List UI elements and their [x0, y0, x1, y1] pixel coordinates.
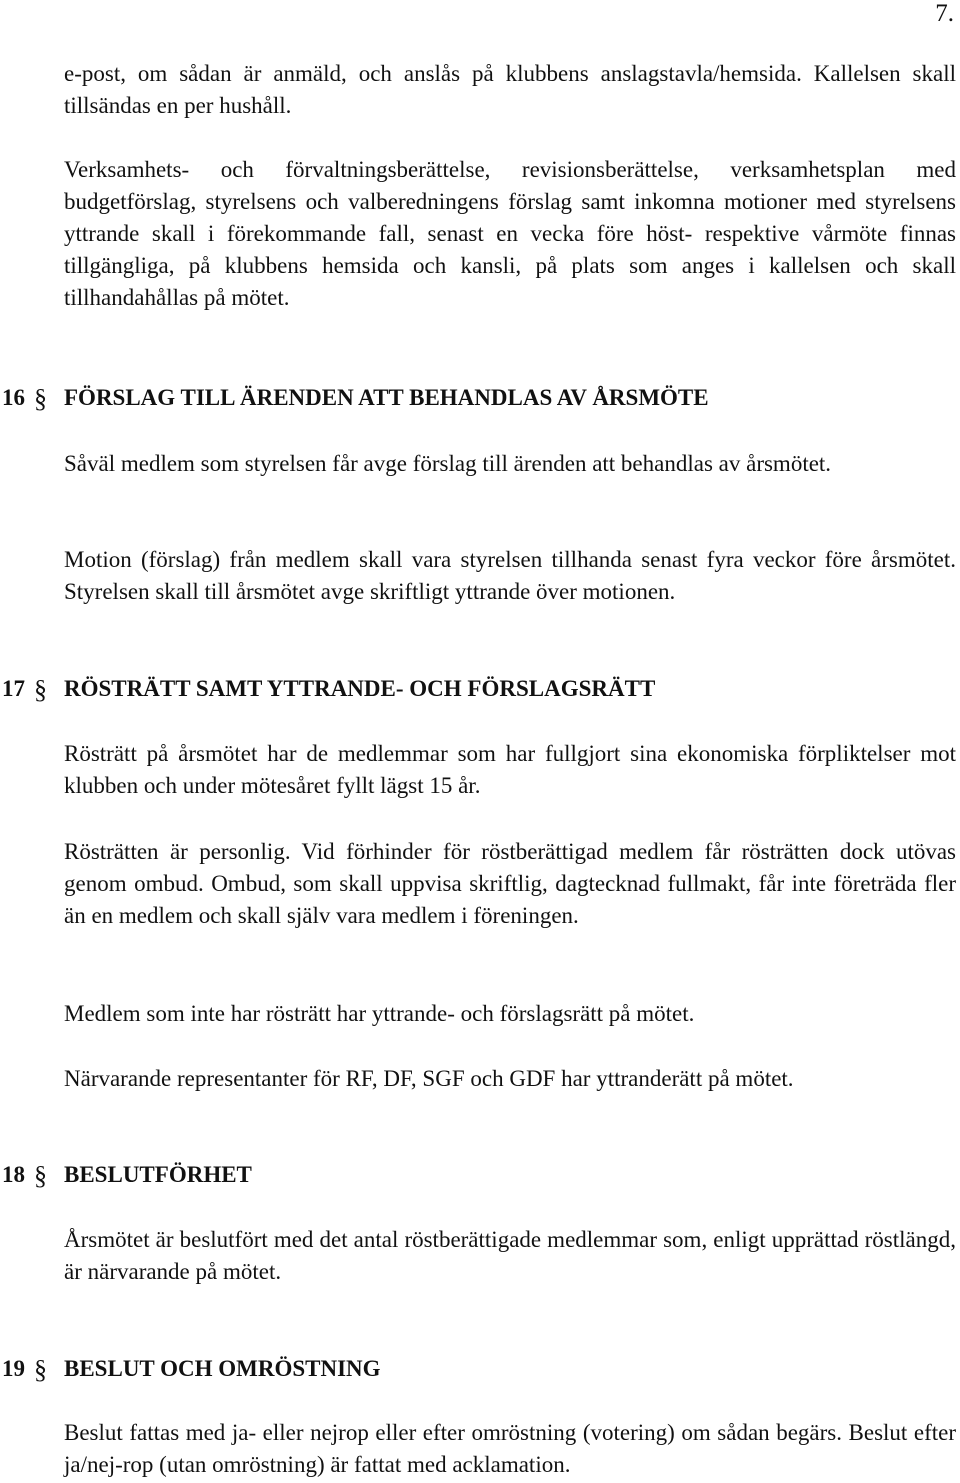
- section-title: BESLUTFÖRHET: [64, 1162, 252, 1187]
- section-16-paragraph-2: Motion (förslag) från medlem skall vara styrelsen tillhanda senast fyra veckor före årsmötet. Styrelsen skall till årsmötet avge skriftligt yttrande över motionen.: [64, 547, 956, 604]
- paragraph-sign: §: [34, 1161, 47, 1190]
- section-number: 17: [2, 676, 25, 701]
- section-17-paragraph-2: Rösträtten är personlig. Vid förhinder för röstberättigad medlem får rösträtten dock utövas genom ombud. Ombud, som skall uppvisa skriftlig, dagtecknad fullmakt, får inte företräda fler än en medlem och skall själv vara medlem i föreningen.: [64, 839, 956, 928]
- section-number: 16: [2, 385, 25, 410]
- section-17-paragraph-3: Medlem som inte har rösträtt har yttrande- och förslagsrätt på mötet.: [64, 1001, 695, 1026]
- section-18-paragraph-1: Årsmötet är beslutfört med det antal röstberättigade medlemmar som, enligt upprättad röstlängd, är närvarande på mötet.: [64, 1227, 956, 1284]
- paragraph-sign: §: [34, 675, 47, 704]
- page-number: 7.: [935, 0, 954, 27]
- section-17-paragraph-4: Närvarande representanter för RF, DF, SGF och GDF har yttranderätt på mötet.: [64, 1066, 794, 1091]
- section-number: 18: [2, 1162, 25, 1187]
- section-title: BESLUT OCH OMRÖSTNING: [64, 1356, 381, 1381]
- section-title: FÖRSLAG TILL ÄRENDEN ATT BEHANDLAS AV ÅRSMÖTE: [64, 385, 709, 410]
- section-title: RÖSTRÄTT SAMT YTTRANDE- OCH FÖRSLAGSRÄTT: [64, 676, 656, 701]
- intro-paragraph-2: Verksamhets- och förvaltningsberättelse, revisionsberättelse, verksamhetsplan med budgetförslag, styrelsens och valberedningens förslag samt inkomna motioner med styrelsens yttrande skall i förekommande fall, senast en vecka före höst- respektive vårmöte finnas tillgängliga, på klubbens hemsida och kansli, på plats som anges i kallelsen och skall tillhandahållas på mötet.: [64, 157, 956, 310]
- paragraph-sign: §: [34, 384, 47, 413]
- section-19-paragraph-1: Beslut fattas med ja- eller nejrop eller efter omröstning (votering) om sådan begärs. Beslut efter ja/nej-rop (utan omröstning) är fattat med acklamation.: [64, 1420, 956, 1477]
- section-number: 19: [2, 1356, 25, 1381]
- section-17-paragraph-1: Rösträtt på årsmötet har de medlemmar som har fullgjort sina ekonomiska förpliktelser mot klubben och under mötesåret fyllt lägst 15 år.: [64, 741, 956, 798]
- paragraph-sign: §: [34, 1355, 47, 1384]
- section-16-paragraph-1: Såväl medlem som styrelsen får avge förslag till ärenden att behandlas av årsmötet.: [64, 451, 832, 476]
- intro-paragraph-1: e-post, om sådan är anmäld, och anslås på klubbens anslagstavla/hemsida. Kallelsen skall tillsändas en per hushåll.: [64, 61, 956, 118]
